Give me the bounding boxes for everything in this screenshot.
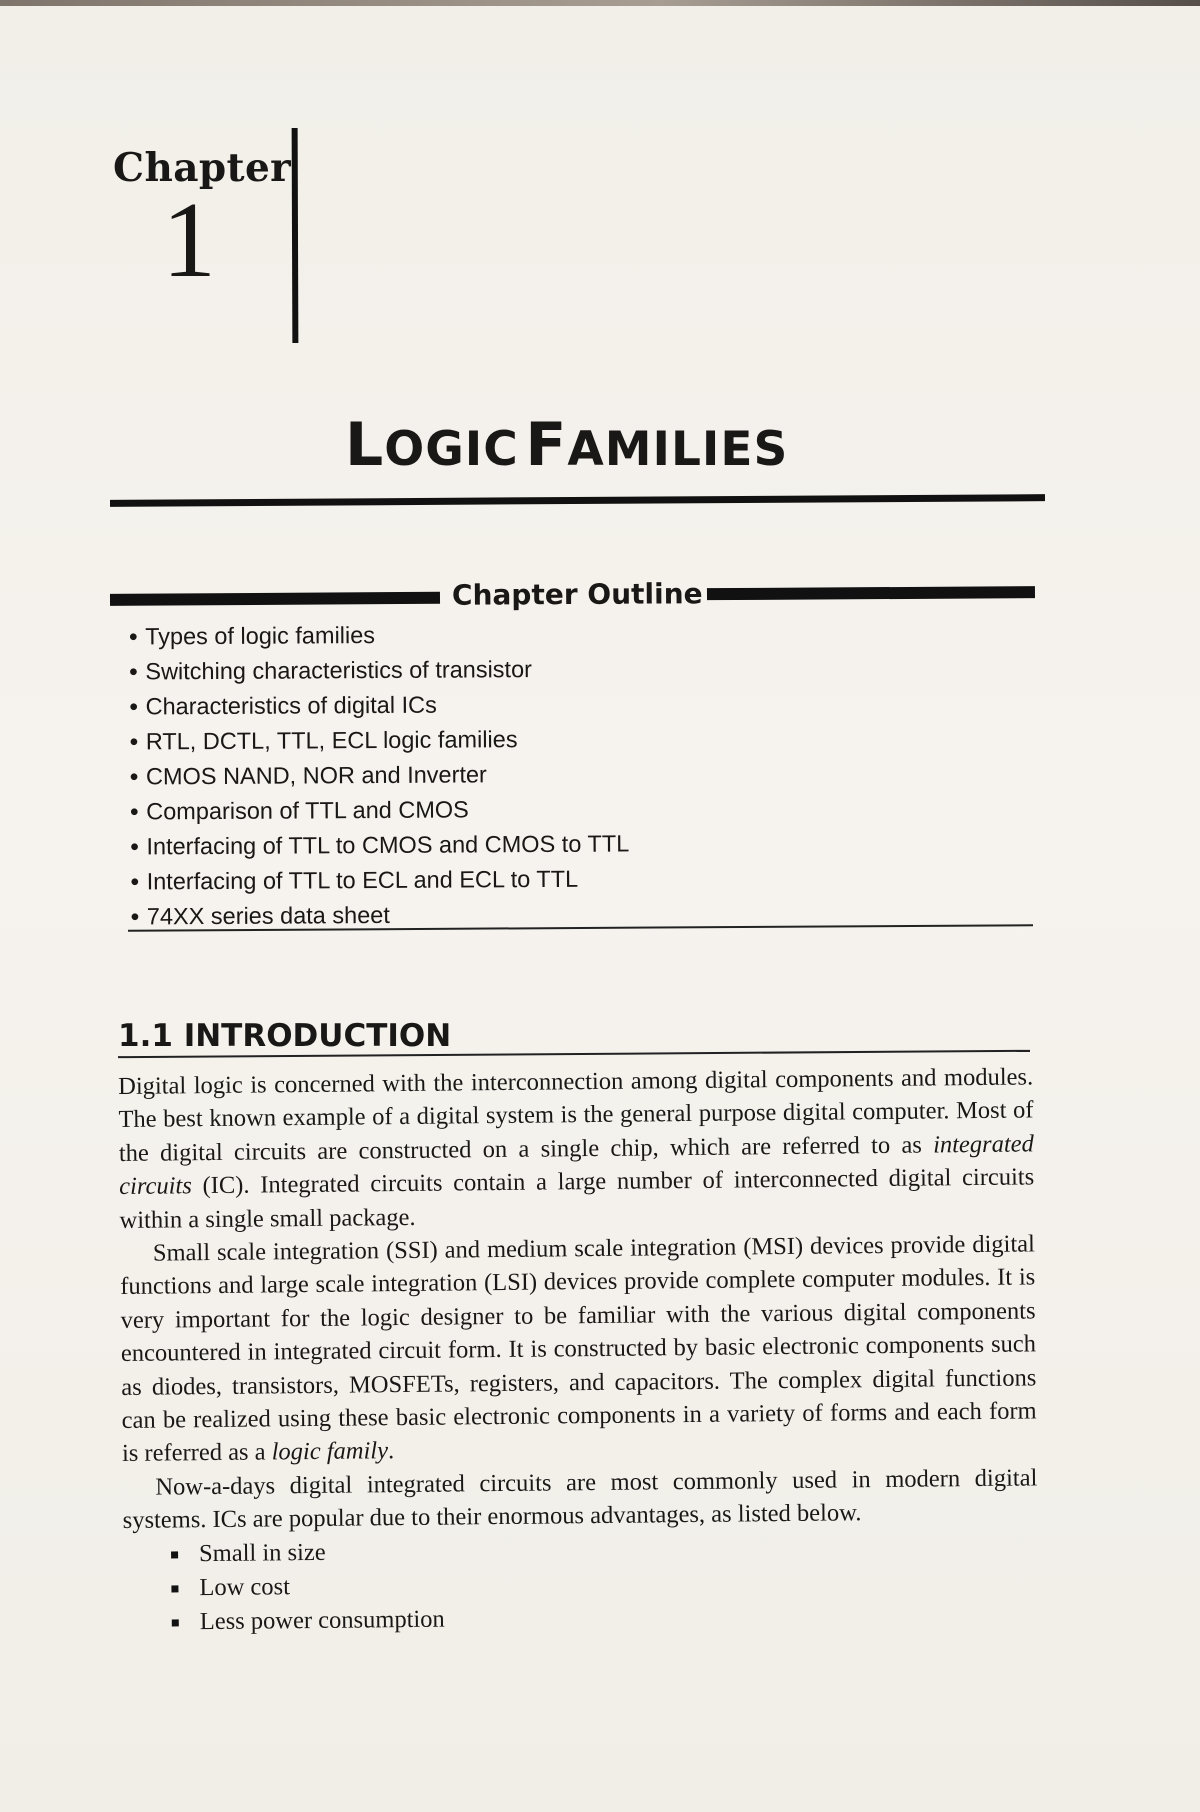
- outline-item: • Types of logic families: [129, 616, 628, 654]
- chapter-word: Chapter: [113, 145, 292, 191]
- outline-item: • Interfacing of TTL to CMOS and CMOS to TTL: [130, 826, 629, 864]
- outline-item: • Switching characteristics of transistor: [129, 651, 628, 689]
- paragraph-2-text-a: Small scale integration (SSI) and medium scale integration (MSI) devices provide digital functions and large scale integration (LSI) devices provide complete computer modules. It is very important for the logic designer to be familiar with the various digital components encountered in integrated circuit form. It is constructed by basic electronic components such as diodes, transistors, MOSFETs, registers, and capacitors. The complex digital functions can be realized using these basic electronic components in a variety of forms and each form is referred as a: [120, 1230, 1037, 1468]
- outline-item: • RTL, DCTL, TTL, ECL logic families: [130, 721, 629, 759]
- advantage-item: Low cost: [171, 1562, 1038, 1605]
- paragraph-1-italic-term: integrated circuits: [119, 1130, 1034, 1201]
- outline-bar-left: [110, 592, 440, 606]
- paragraph-1-text-a: Digital logic is concerned with the interconnection among digital components and modules. The best known example of a digital system is the general purpose digital computer. Most of the digital circuits are constructed on a single chip, which are referred to as: [118, 1063, 1034, 1167]
- outline-item: • CMOS NAND, NOR and Inverter: [130, 756, 629, 794]
- chapter-outline-list: [129, 616, 630, 934]
- section-heading: 1.1 INTRODUCTION: [118, 1018, 452, 1054]
- advantage-item: Small in size: [171, 1528, 1038, 1571]
- outline-item: • 74XX series data sheet: [131, 896, 630, 934]
- title-rest-1: OGIC: [384, 422, 519, 477]
- paragraph-2-italic-term: logic family: [271, 1437, 389, 1466]
- outline-heading: Chapter Outline: [451, 577, 703, 612]
- paragraph-2: [120, 1227, 1037, 1470]
- paragraph-3: Now-a-days digital integrated circuits are most commonly used in modern digital systems. ICs are popular due to their enormous advantages, as listed below.: [122, 1464, 1038, 1535]
- paragraph-2-text-b: .: [387, 1437, 395, 1465]
- outline-bar-right: [707, 586, 1035, 600]
- section-body: [118, 1060, 1039, 1639]
- title-underline: [110, 494, 1045, 507]
- outline-item: • Interfacing of TTL to ECL and ECL to TTL: [131, 861, 630, 899]
- chapter-number: 1: [162, 181, 216, 300]
- title-initial-2: F: [525, 410, 568, 480]
- outline-item: • Characteristics of digital ICs: [129, 686, 628, 724]
- chapter-title: [345, 410, 788, 480]
- paragraph-1: [118, 1060, 1035, 1237]
- page-top-edge: [0, 0, 1200, 6]
- advantages-list: [123, 1528, 1039, 1640]
- title-rest-2: AMILIES: [567, 422, 789, 477]
- outline-item: • Comparison of TTL and CMOS: [130, 791, 629, 829]
- chapter-label-block: [110, 145, 300, 335]
- title-initial-1: L: [345, 410, 385, 480]
- chapter-vertical-rule: [292, 128, 299, 343]
- paragraph-1-text-b: (IC). Integrated circuits contain a large number of interconnected digital circuits within a single small package.: [119, 1163, 1035, 1234]
- advantage-item: Less power consumption: [172, 1596, 1039, 1639]
- chapter-outline-header: [110, 575, 1035, 621]
